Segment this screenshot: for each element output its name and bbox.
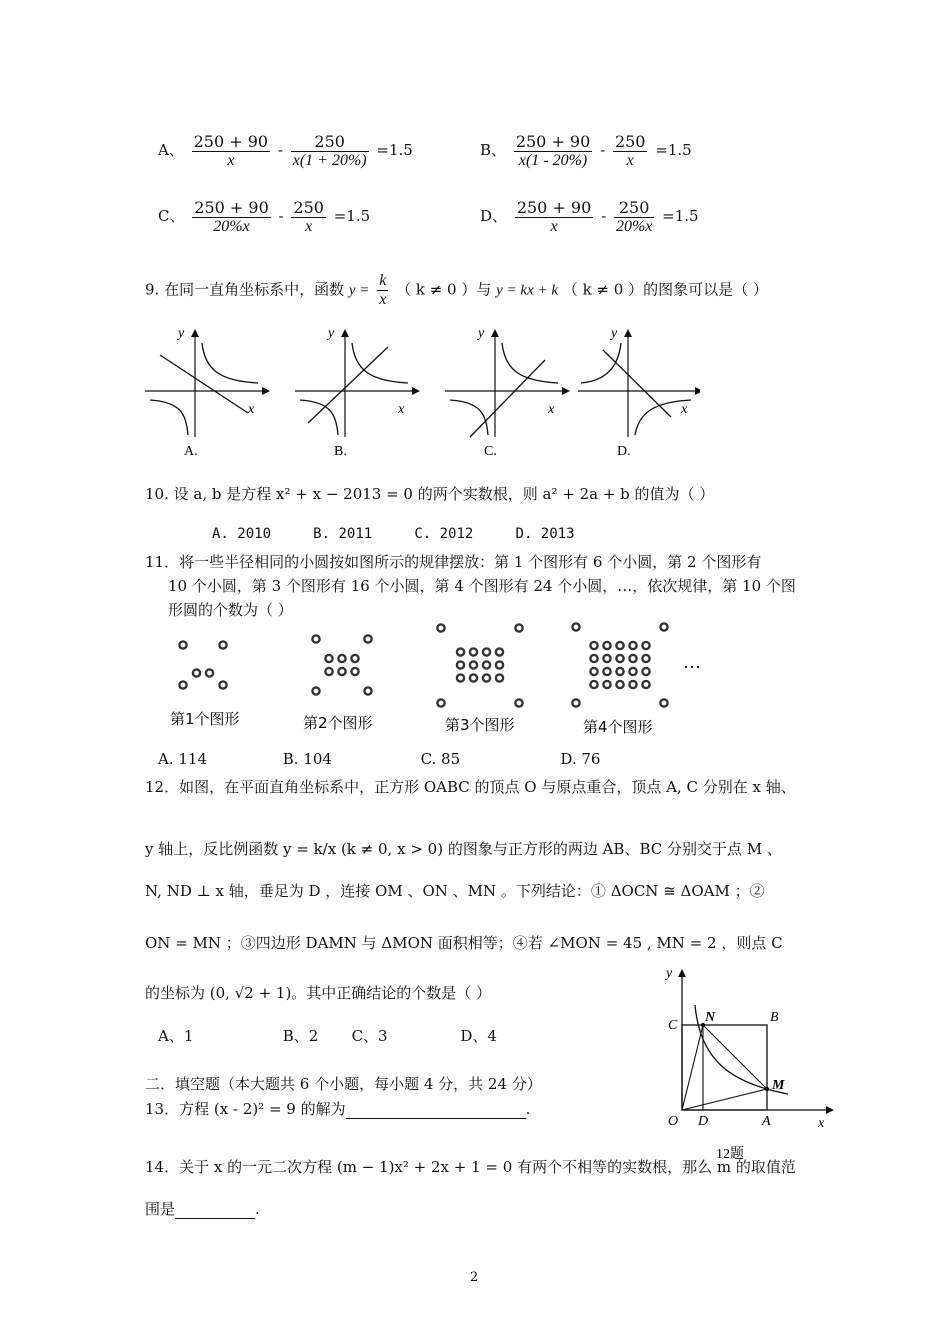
q11-figures [150,620,720,745]
q11-option: C. 85 [420,750,461,768]
fraction [515,198,593,236]
rhs: =1.5 [376,141,413,159]
q12-line1: 12．如图，在平面直角坐标系中，正方形 OABC 的顶点 O 与原点重合，顶点 A, C 分别在 x 轴、 [145,778,796,796]
y-label: y [178,326,185,341]
x-label: x [248,402,255,417]
small-circle [325,668,332,675]
small-circle [496,674,503,681]
small-circle [616,681,623,688]
operator: - [601,207,607,225]
graph-label: B. [334,444,347,459]
line [308,347,388,423]
fraction [192,132,270,170]
small-circle [470,648,477,655]
q11-options [158,750,600,768]
graph-c [445,326,570,459]
fraction [514,132,592,170]
q8-option-b [480,132,692,170]
small-circle [590,681,597,688]
small-circle [483,661,490,668]
small-circle [457,661,464,668]
label-b: B [770,1010,779,1025]
small-circle [642,681,649,688]
small-circle [312,635,319,642]
fraction [613,132,648,170]
y-arrow [191,329,199,337]
small-circle [364,635,371,642]
small-circle [572,623,579,630]
point-m [765,1087,769,1091]
option-label: C、 [158,207,185,225]
small-circle [470,674,477,681]
small-circle [351,655,358,662]
small-circle [515,624,522,631]
label-o: O [668,1114,679,1129]
x-label: x [548,402,555,417]
hyperbola-branch [450,400,488,435]
small-circle [590,655,597,662]
fraction [291,132,369,170]
q12-line2: y 轴上，反比例函数 y = k/x (k ≠ 0, x > 0) 的图象与正方形的两边 AB、BC 分别交于点 M 、 [145,840,782,858]
small-circle [312,687,319,694]
q12-line3: N, ND ⊥ x 轴，垂足为 D ，连接 OM 、ON 、MN 。下列结论：① ΔOCN ≅ ΔOAM ；② [145,882,765,900]
option-label: A、 [158,141,184,159]
q11-option: B. 104 [282,750,332,768]
x-arrow [695,387,700,395]
small-circle [603,681,610,688]
q12-line4: ON = MN ；③四边形 DAMN 与 ΔMON 面积相等；④若 ∠MON = 45 , MN = 2 ，则点 C [145,934,783,952]
small-circle [616,655,623,662]
q13-blank[interactable] [346,1100,526,1119]
x-arrow [562,387,570,395]
denominator: x(1 + 20%) [292,152,367,169]
small-circle [219,641,226,648]
option-label: D、 [480,207,508,225]
graph-label: C. [484,444,497,459]
fraction [192,198,270,236]
q12-option: C、3 [351,1027,388,1045]
fig-label: 第2个图形 [303,714,373,732]
denominator: x [379,291,387,308]
small-circle [179,641,186,648]
q11-line1: 11．将一些半径相同的小圆按如图所示的规律摆放：第 1 个图形有 6 个小圆，第 2 个图形有 [145,553,762,571]
small-circle [616,642,623,649]
small-circle [660,699,667,706]
operator: - [278,207,284,225]
hyperbola-branch [352,343,408,383]
q9-question [145,272,768,309]
small-circle [179,681,186,688]
q8-option-a [158,132,413,170]
q10-option: B. 2011 [313,526,373,542]
q9-f1-lhs: y = [348,282,370,299]
section2-title: 二．填空题（本大题共 6 个小题，每小题 4 分，共 24 分） [145,1075,542,1093]
small-circle [457,674,464,681]
q8-option-d [480,198,699,236]
small-circle [616,668,623,675]
q12-figure [660,965,840,1165]
denominator: x [626,152,634,169]
small-circle [642,668,649,675]
denominator: x [305,218,313,235]
hyperbola-branch [502,343,558,383]
q9-cond2: （ k ≠ 0 ）的图象可以是（ ） [562,280,768,299]
label-m: M [772,1078,785,1093]
label-n: N [705,1010,716,1025]
q14-line2 [145,1198,260,1219]
numerator: 250 + 90 [194,198,269,217]
rhs: =1.5 [655,141,692,159]
fig-label: 第3个图形 [445,716,515,734]
small-circle [483,674,490,681]
small-circle [629,642,636,649]
denominator: 20%x [615,218,653,235]
small-circle [642,655,649,662]
denominator: x [550,218,558,235]
q12-option: B、2 [282,1027,319,1045]
fraction [614,198,654,236]
graph-d [578,326,700,459]
line [470,360,545,437]
y-label: y [611,326,618,341]
small-circle [496,648,503,655]
small-circle [483,648,490,655]
q10-option: A. 2010 [212,526,272,542]
denominator: 20%x [213,218,250,235]
small-circle [470,661,477,668]
hyperbola-branch [150,400,188,435]
graph-label: A. [184,444,198,459]
numerator: k [379,272,387,289]
small-circle [338,668,345,675]
q13-text: 13．方程 (x - 2)² = 9 的解为 [145,1100,346,1118]
line [160,355,248,413]
figure-caption: 12题 [716,1147,744,1162]
q10-option: D. 2013 [515,526,575,542]
q10-options [212,526,575,542]
small-circle [364,687,371,694]
q11-line2: 10 个小圆，第 3 个图形有 16 个小圆，第 4 个图形有 24 个小圆，…，依次规律，第 10 个图 [168,577,796,595]
q11-option: A. 114 [158,750,207,768]
numerator: 250 + 90 [516,198,592,217]
label-c: C [668,1018,678,1033]
graph-label: D. [617,444,631,459]
small-circle [590,668,597,675]
small-circle [325,655,332,662]
page-number: 2 [470,1270,479,1285]
denominator: x [227,152,235,169]
q14-text: 围是 [145,1200,176,1218]
small-circle [603,642,610,649]
q12-options [158,1025,497,1046]
small-circle [642,642,649,649]
hyperbola-branch [300,400,338,435]
y-label: y [328,326,335,341]
q12-option: A、1 [158,1027,194,1045]
small-circle [193,669,200,676]
y-label: y [478,326,485,341]
small-circle [629,668,636,675]
small-circle [590,642,597,649]
q11-option: D. 76 [560,750,601,768]
fraction [291,198,326,236]
ellipsis: … [683,652,701,672]
q14-end: . [255,1200,260,1218]
label-y: y [666,966,673,981]
numerator: 250 [293,198,324,217]
label-a: A [762,1114,771,1129]
segment-on [682,1025,703,1110]
q9-prefix: 9. 在同一直角坐标系中，函数 [145,280,345,299]
hyperbola-branch [581,343,621,383]
rhs: =1.5 [333,207,371,225]
small-circle [219,681,226,688]
line [603,350,671,417]
segment-om [682,1089,767,1110]
small-circle [603,668,610,675]
operator: - [600,141,606,159]
operator: - [277,141,283,159]
x-arrow [412,387,420,395]
denominator: x(1 - 20%) [518,152,588,169]
q14-line1: 14．关于 x 的一元二次方程 (m − 1)x² + 2x + 1 = 0 有两个不相等的实数根，那么 m 的取值范 [145,1158,796,1176]
y-arrow [491,329,499,337]
small-circle [457,648,464,655]
small-circle [437,624,444,631]
small-circle [603,655,610,662]
square-oabc [682,1025,767,1110]
q14-blank[interactable] [175,1200,255,1219]
q9-graphs [140,325,700,465]
small-circle [206,669,213,676]
fraction [377,272,388,309]
y-arrow [624,329,632,337]
numerator: 250 + 90 [193,132,269,151]
small-circle [629,681,636,688]
x-label: x [398,402,405,417]
q12-line5: 的坐标为 (0, √2 + 1)。其中正确结论的个数是（ ） [145,984,492,1002]
q11-line3: 形圆的个数为（ ） [168,601,293,619]
q10-question: 10. 设 a, b 是方程 x² + x − 2013 = 0 的两个实数根，则 a² + 2a + b 的值为（ ） [145,485,715,503]
y-arrow [341,329,349,337]
numerator: 250 [614,132,646,151]
q13-end: . [525,1100,531,1118]
y-arrow [678,969,686,977]
rhs: =1.5 [662,207,699,225]
label-d: D [698,1114,709,1129]
small-circle [437,699,444,706]
small-circle [351,668,358,675]
q9-f2: y = kx + k [496,282,559,299]
fig-label: 第4个图形 [583,718,653,736]
q12-option: D、4 [460,1027,497,1045]
q10-option: C. 2012 [414,526,474,542]
x-arrow [826,1106,834,1114]
option-label: B、 [480,141,507,159]
x-arrow [262,387,270,395]
small-circle [572,699,579,706]
label-x: x [818,1116,825,1131]
q13-question [145,1098,530,1119]
numerator: 250 [614,198,654,218]
x-label: x [681,402,688,417]
q8-option-c [158,198,370,236]
small-circle [338,655,345,662]
graph-a [145,326,270,459]
numerator: 250 + 90 [515,132,591,151]
graph-b [295,326,420,459]
small-circle [496,661,503,668]
hyperbola-branch [202,343,258,383]
small-circle [629,655,636,662]
small-circle [515,699,522,706]
small-circle [660,623,667,630]
circle-figures [179,623,667,706]
numerator: 250 [291,132,369,152]
q9-cond1: （ k ≠ 0 ）与 [396,280,492,299]
fig-label: 第1个图形 [170,710,240,728]
